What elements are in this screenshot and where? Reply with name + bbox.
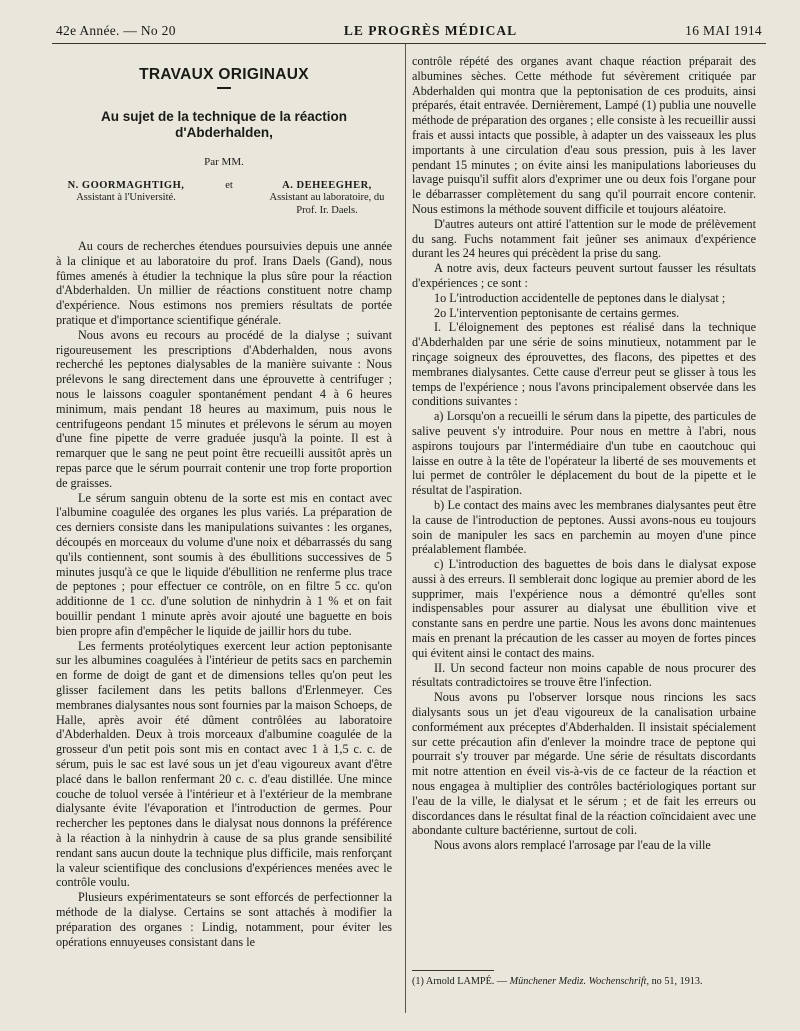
running-header <box>56 20 762 42</box>
paragraph: Nous avons alors remplacé l'arrosage par l'eau de la ville <box>434 838 711 853</box>
byline-par: Par MM. <box>204 155 244 168</box>
column-divider <box>405 44 406 1013</box>
footnote-rule <box>412 970 494 971</box>
paragraph: a) Lorsqu'on a recueilli le sérum dans la pipette, des particules de salive peuvent s'y introduire. Pour nous en mettre à l'abri, nous aspirons toujours par l'intermédiaire d'un tube en caoutchouc qui laisse en outre à la tête de l'opérateur la liberté de ses mouvements et lui permet de contrôler le déplacement du bout de la pipette et le résultat de l'aspiration. <box>412 409 756 498</box>
article-title: Au sujet de la technique de la réaction d'Abderhalden, <box>100 108 348 140</box>
issue-number: 42e Année. — No 20 <box>56 23 176 38</box>
journal-name: LE PROGRÈS MÉDICAL <box>343 23 518 38</box>
paragraph: A notre avis, deux facteurs peuvent surtout fausser les résultats d'expériences ; ce sont : <box>412 261 756 290</box>
issue-date: 16 MAI 1914 <box>685 23 762 38</box>
author-conjunction: et <box>225 179 233 191</box>
paragraph: I. L'éloignement des peptones est réalisé dans la technique d'Abderhalden par une série de soins minutieux, notamment par le rinçage soigneux des éprouvettes, des flacons, des pipettes et des membranes dialysantes. Cette cause d'erreur peut se glisser à tous les temps de l'expérience ; nous l'avons principalement observée dans les conditions suivantes : <box>412 320 756 409</box>
author-1-name: N. GOORMAGHTIGH, <box>67 179 185 191</box>
footnote-journal: Münchener Mediz. Wochenschrift, <box>509 976 650 987</box>
author-2 <box>262 180 392 218</box>
paragraph: Nous avons pu l'observer lorsque nous rincions les sacs dialysants sous un jet d'eau vigoureux de la canalisation urbaine conformément aux préceptes d'Abderhalden. Il insistait spécialement sur cette précaution afin d'enlever la moindre trace de peptone qui pourrait s'y trouver par mégarde. Une série de résultats discordants mit notre attention en éveil vis-à-vis de ce facteur de la réaction et nous engagea à multiplier des contrôles bactériologiques portant sur l'eau de la ville, le dialysat et le sérum ; et de fait les erreurs ou discordances dans le résultat final de la réaction coïncidaient avec une abondante culture bactérienne, surtout de coli. <box>412 690 756 838</box>
paragraph: Au cours de recherches étendues poursuivies depuis une année à la clinique et au laboratoire du prof. Irans Daels (Gand), nous fûmes amenés à étudier la technique la plus sûre pour la réaction d'Abderhalden. Un millier de réactions constituent notre champ d'expérience. Nous estimons nos premiers résultats de portée pratique et d'importance scientifique générale. <box>56 239 392 328</box>
footnote <box>412 976 756 987</box>
paragraph: b) Le contact des mains avec les membranes dialysantes peut être la cause de l'introduction de peptones. Aussi avons-nous eu toujours soin de manipuler les sacs en parchemin au moyen d'une pince préalablement flambée. <box>412 497 756 557</box>
section-title: TRAVAUX ORIGINAUX <box>139 66 309 83</box>
paragraph: c) L'introduction des baguettes de bois dans le dialysat expose aussi à des erreurs. Il semblerait donc logique au premier abord de les supprimer, mais l'expérience nous a démontré qu'elles sont indispensables pour assurer au dialysat une ébullition vive et constante sans en perdre une partie. Nous les avons donc maintenues mais en prenant la précaution de les casser au moyen de fortes pinces qui évitent ainsi le contact des mains. <box>412 557 756 660</box>
header-rule <box>52 43 766 44</box>
paragraph: Les ferments protéolytiques exercent leur action peptonisante sur les albumines coagulées à l'intérieur de petits sacs en parchemin en forme de doigt de gant et de dimensions telles qu'on peut les glisser facilement dans les petits ballons d'Erlenmeyer. Ces membranes dialysantes nous sont fournies par la maison Schoeps, de Halle, après avoir été dûment contrôlées au laboratoire d'Abderhalden. Deux à trois morceaux d'albumine coagulée de la grosseur d'un petit pois sont mis en contact avec 1 à 1,5 c. c. de sérum, puis le sac est lavé sous un jet d'eau vigoureux avant d'être placé dans le ballon renfermant 20 c. c. d'eau distillée. Une mince couche de toluol versée à l'intérieur et à l'extérieur de la membrane dialysante évite l'évaporation et l'introduction de germes. Pour rechercher les peptones dans le dialysat nous donnons la préférence à la réaction à la ninhydrin à cause de sa plus grande sensibilité rendant sans aucun doute la technique plus difficile, mais renforçant la valeur scientifique des conclusions d'expériences menées avec le contrôle voulu. <box>56 638 392 890</box>
list-item: 1o L'introduction accidentelle de peptones dans le dialysat ; <box>434 290 726 305</box>
list-item: 2o L'intervention peptonisante de certains germes. <box>434 305 680 320</box>
author-1-affiliation: Assistant à l'Université. <box>76 192 176 204</box>
paragraph: D'autres auteurs ont attiré l'attention sur le mode de prélèvement du sang. Fuchs notamment fait jeûner ses animaux d'expérience durant les 24 heures qui précèdent la prise du sang. <box>412 216 756 261</box>
footnote-ref: no 51, 1913. <box>651 976 703 987</box>
title-dash <box>217 87 231 89</box>
paragraph: Plusieurs expérimentateurs se sont efforcés de perfectionner la méthode de la dialyse. Certains se sont attachés à modifier la préparation des organes : Lindig, notamment, pour éviter les opérations ennuyeuses consistant dans le <box>56 890 392 949</box>
paragraph: II. Un second facteur non moins capable de nous procurer des résultats contradictoires se trouve être l'infection. <box>412 660 756 690</box>
footnote-author: (1) Arnold LAMPÉ. — <box>412 976 508 987</box>
author-2-name: A. DEHEEGHER, <box>282 179 372 191</box>
right-column <box>412 54 756 853</box>
author-2-affiliation: Assistant au laboratoire, du Prof. Ir. Daels. <box>269 192 385 216</box>
left-body <box>56 239 392 949</box>
author-1 <box>56 180 196 218</box>
authors-block <box>56 180 392 218</box>
paragraph: contrôle répété des organes avant chaque réaction préparait des albumines sèches. Cette méthode fut sévèrement critiquée par Abderhalden qui montra que la peptonisation de ces produits, ainsi préparés, était entravée. Dernièrement, Lampé (1) publia une nouvelle méthode de préparation des organes ; elle consiste à les recueillir aussi frais et aussi intacts que possible, à adapter un des vaisseaux les plus importants à une circulation d'eau sous pression, puis à les laver pendant 15 minutes ; on évite ainsi les manipulations laborieuses du lavage puisqu'il suffit alors d'exprimer une ou deux fois l'organe pour le débarrasser complètement du sang qu'il pourrait encore contenir. Nous estimons la méthode souvent difficile et toujours aléatoire. <box>412 54 756 216</box>
paragraph: Le sérum sanguin obtenu de la sorte est mis en contact avec l'albumine coagulée des organes les plus variés. La préparation de ces derniers consiste dans les manipulations suivantes : les organes, découpés en morceaux du volume d'une noix et débarrassés du sang qu'ils contiennent, sont soumis à des ébullitions successives de 5 minutes jusqu'à ce que le liquide d'ébullition ne renferme plus trace de peptones ; pour effectuer ce contrôle, on en filtre 5 cc. qu'on additionne de 1 cc. d'une solution de ninhydrin à 1 % et on fait bouillir pendant 1 minute après avoir ajouté une baguette en bois bien propre afin d'empêcher le liquide de jaillir hors du tube. <box>56 490 392 638</box>
paragraph: Nous avons eu recours au procédé de la dialyse ; suivant rigoureusement les prescriptions d'Abderhalden, nous avons recherché les peptones dialysables de la manière suivante : Nous prélevons le sang directement dans une éprouvette à centrifuger ; nous le laissons coaguler spontanément pendant 4 à 6 heures minimum, mais pendant 18 heures au maximum, puis nous le centrifugeons pendant 15 minutes et prélevons le sérum au moyen d'une fine pipette de verre graduée jusqu'à la pointe. Il est à remarquer que le sang ne peut point être recueilli aussitôt après un repas parce que le sérum pourrait contenir une trop forte proportion de graisses. <box>56 327 392 490</box>
left-column <box>56 52 392 949</box>
